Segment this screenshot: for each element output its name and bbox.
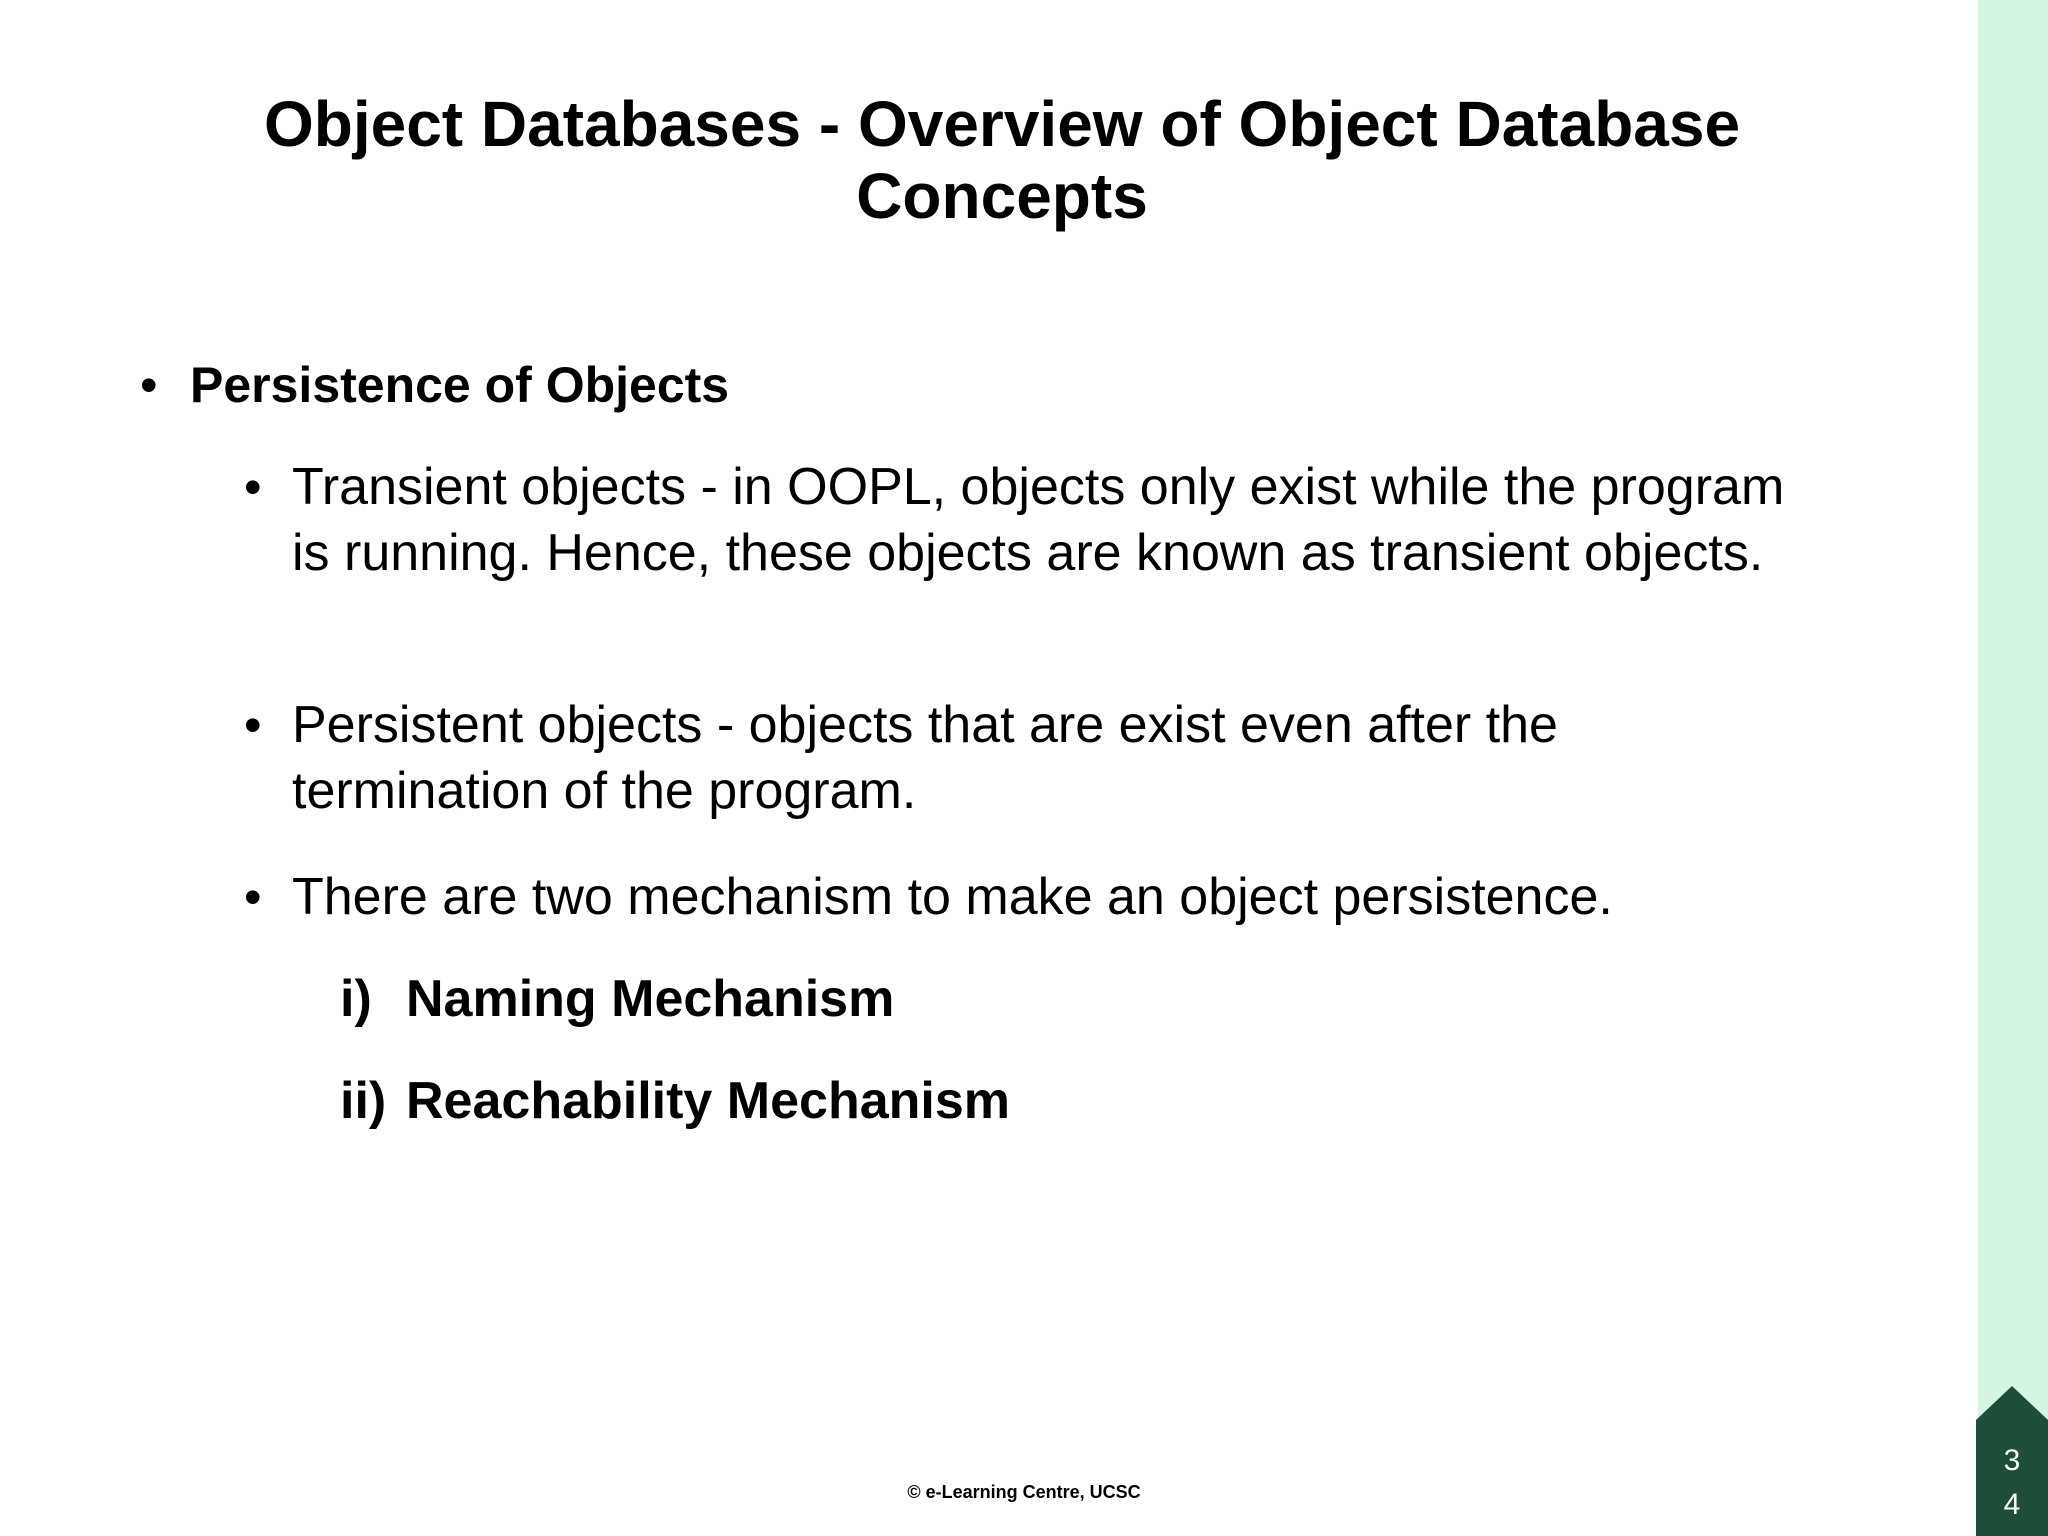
mechanism-number: i): [340, 970, 372, 1028]
bullet-icon: •: [140, 357, 158, 413]
bullet-icon: •: [244, 869, 262, 925]
bullet-icon: •: [244, 697, 262, 753]
mechanism-number: ii): [340, 1072, 387, 1130]
page-number-digit-1: 3: [2003, 1444, 2021, 1477]
slide-title: [100, 88, 1904, 232]
mechanism-item: [340, 966, 894, 1032]
mechanism-label: Reachability Mechanism: [406, 1072, 1010, 1130]
title-line-2: Concepts: [856, 160, 1148, 232]
footer-copyright: © e-Learning Centre, UCSC: [907, 1482, 1141, 1502]
point-transient-objects: Transient objects - in OOPL, objects only exist while the program is running. Hence, these objects are known as transient objects.: [292, 458, 1785, 582]
point-persistent-objects: Persistent objects - objects that are exist even after the termination of the program.: [292, 696, 1558, 820]
title-line-1: Object Databases - Overview of Object Database: [263, 88, 1741, 160]
mechanism-label: Naming Mechanism: [406, 970, 895, 1028]
point-two-mechanisms: There are two mechanism to make an object persistence.: [292, 868, 1613, 926]
section-heading: Persistence of Objects: [190, 357, 730, 413]
side-accent-strip: [1978, 0, 2048, 1536]
mechanism-item: [340, 1068, 1010, 1134]
page-number-digit-2: 4: [2003, 1488, 2021, 1521]
bullet-icon: •: [244, 459, 262, 515]
